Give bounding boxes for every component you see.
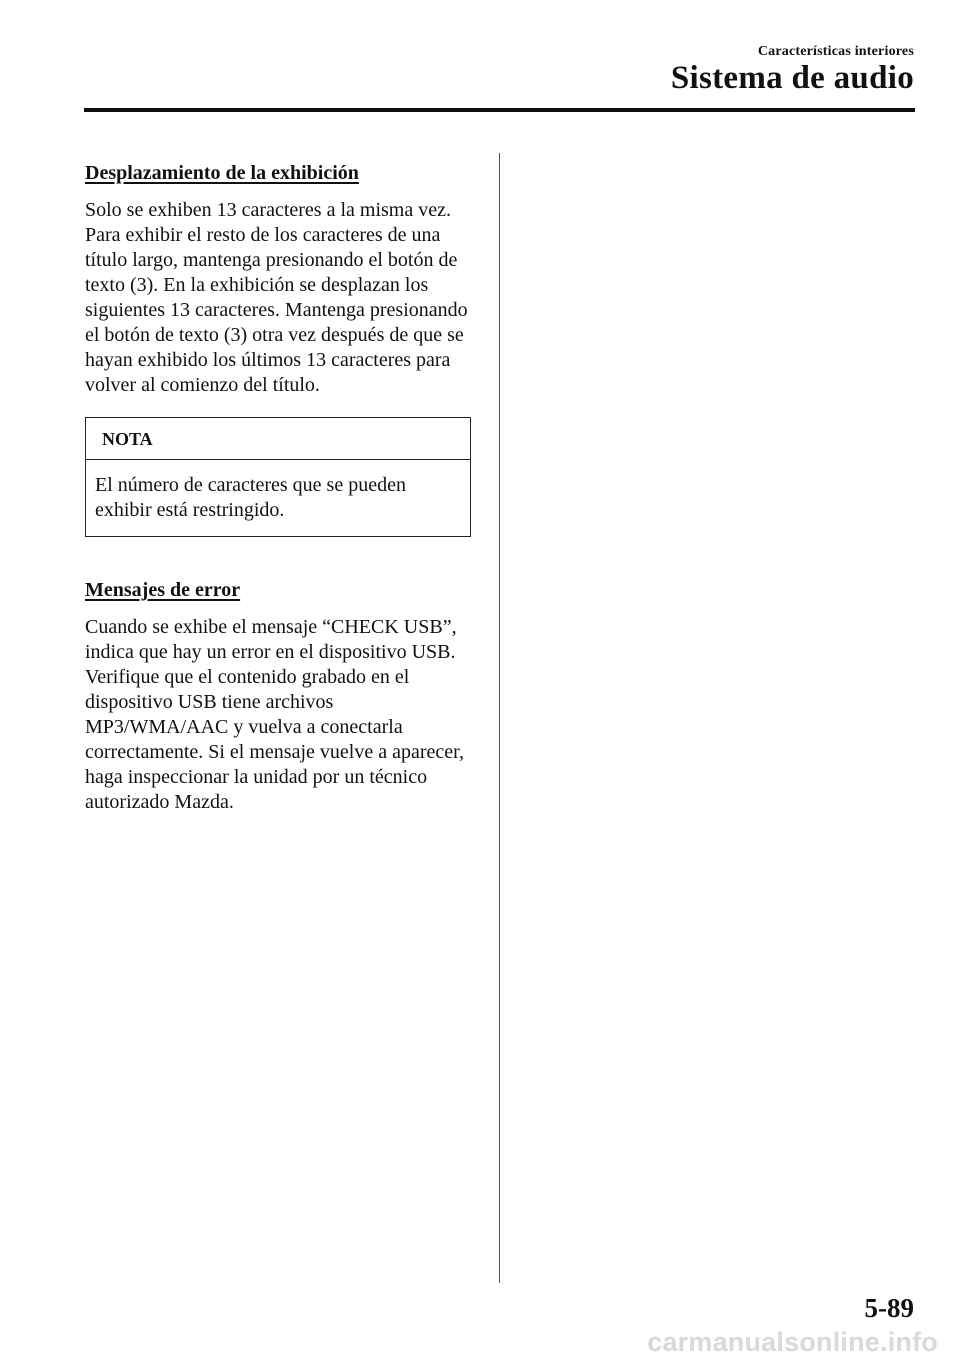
note-box (85, 417, 471, 537)
section-paragraph-scroll: Solo se exhiben 13 caracteres a la misma vez. Para exhibir el resto de los caracteres de una título largo, mantenga presionando el botón de texto (3). En la exhibición se desplazan los siguientes 13 caracteres. Mantenga presionando el botón de texto (3) otra vez después de que se hayan exhibido los últimos 13 caracteres para volver al comienzo del título. (85, 199, 468, 396)
section-heading-errors: Mensajes de error (85, 579, 241, 601)
chapter-name: Características interiores (757, 44, 914, 59)
section-heading-scroll: Desplazamiento de la exhibición (85, 162, 359, 184)
left-column (85, 160, 473, 815)
watermark: carmanualsonline.info (647, 1327, 938, 1357)
header-rule (84, 108, 915, 112)
page-number: 5-89 (864, 1293, 914, 1323)
note-label: NOTA (86, 418, 470, 460)
column-divider (499, 153, 500, 1283)
page-title: Sistema de audio (670, 60, 914, 96)
note-text: El número de caracteres que se pueden exhibir está restringido. (95, 474, 406, 521)
section-paragraph-errors: Cuando se exhibe el mensaje “CHECK USB”, indica que hay un error en el dispositivo USB. Verifique que el contenido grabado en el dispositivo USB tiene archivos MP3/WMA/AAC y vuelva a conectarla correctamente. Si el mensaje vuelve a aparecer, haga inspeccionar la unidad por un técnico autorizado Mazda. (85, 616, 464, 813)
